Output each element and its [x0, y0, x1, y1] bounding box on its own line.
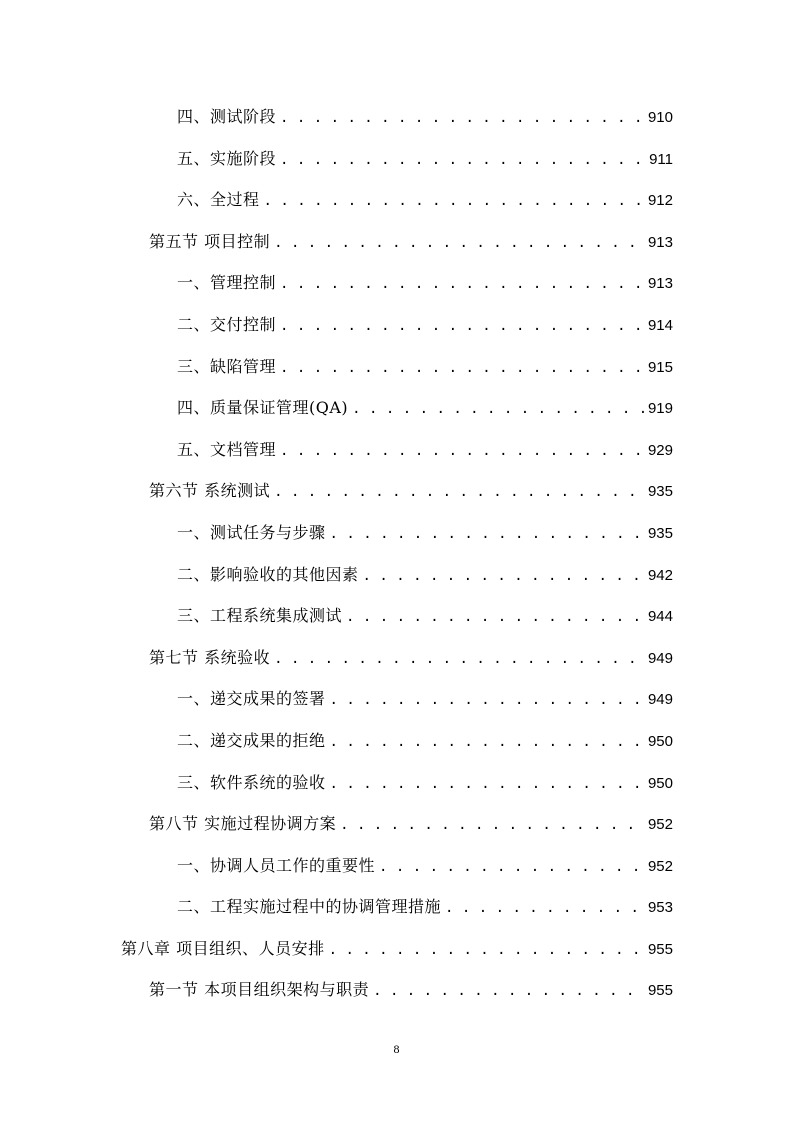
toc-section-entry: [0, 969, 793, 1011]
toc-entry-title: 第五节 项目控制: [149, 231, 271, 251]
toc-dot-leader: [274, 223, 644, 265]
toc-dot-leader: [280, 98, 644, 140]
toc-entry: [0, 512, 793, 554]
toc-entry-page: 952: [647, 857, 673, 875]
page-number: 8: [393, 1042, 400, 1056]
toc-entry-title: 二、交付控制: [177, 314, 277, 334]
toc-entry: [0, 845, 793, 887]
toc-entry-title: 三、软件系统的验收: [177, 772, 326, 792]
toc-dot-leader: [363, 556, 644, 598]
toc-section-entry: [0, 803, 793, 845]
toc-entry: [0, 262, 793, 304]
toc-section-entry: [0, 637, 793, 679]
toc-entry-page: 911: [649, 150, 673, 168]
toc-entry-page: 950: [647, 774, 673, 792]
toc-entry: [0, 346, 793, 388]
toc-entry-page: 929: [647, 441, 673, 459]
toc-entry: [0, 96, 793, 138]
toc-dot-leader: [330, 514, 644, 556]
toc-entry-page: 942: [647, 566, 673, 584]
toc-dot-leader: [280, 348, 644, 390]
toc-dot-leader: [379, 847, 644, 889]
toc-entry-title: 一、测试任务与步骤: [177, 522, 326, 542]
toc-entry-page: 912: [647, 192, 673, 210]
toc-entry-title: 三、缺陷管理: [177, 356, 277, 376]
toc-dot-leader: [330, 722, 644, 764]
toc-entry-page: 955: [647, 982, 673, 1000]
toc-entry: [0, 595, 793, 637]
toc-dot-leader: [330, 764, 644, 806]
toc-entry-page: 935: [647, 483, 673, 501]
toc-entry: [0, 554, 793, 596]
toc-entry: [0, 429, 793, 471]
toc-entry: [0, 387, 793, 429]
toc-entry-title: 第七节 系统验收: [149, 647, 271, 667]
toc-dot-leader: [280, 431, 644, 473]
toc-entry-title: 一、协调人员工作的重要性: [177, 855, 376, 875]
toc-entry-page: 949: [647, 649, 673, 667]
toc-entry-title: 第一节 本项目组织架构与职责: [149, 980, 370, 1000]
toc-dot-leader: [330, 680, 644, 722]
toc-entry-page: 913: [647, 275, 673, 293]
toc-entry-page: 950: [647, 732, 673, 750]
toc-section-entry: [0, 221, 793, 263]
toc-entry-title: 五、文档管理: [177, 439, 277, 459]
toc-chapter-entry: [0, 928, 793, 970]
toc-entry-title: 六、全过程: [177, 190, 260, 210]
toc-dot-leader: [280, 264, 644, 306]
toc-entry-title: 二、递交成果的拒绝: [177, 730, 326, 750]
toc-entry-title: 二、影响验收的其他因素: [177, 564, 359, 584]
toc-dot-leader: [274, 639, 644, 681]
toc-entry-page: 935: [647, 524, 673, 542]
toc-entry: [0, 762, 793, 804]
toc-dot-leader: [445, 888, 644, 930]
toc-entry-page: 910: [647, 109, 673, 126]
toc-entry-title: 一、递交成果的签署: [177, 689, 326, 709]
toc-entry: [0, 138, 793, 180]
toc-dot-leader: [264, 181, 644, 223]
toc-entry: [0, 886, 793, 928]
toc-entry-page: 944: [647, 608, 673, 626]
toc-dot-leader: [352, 389, 644, 431]
toc-entry: [0, 720, 793, 762]
toc-entry-title: 一、管理控制: [177, 273, 277, 293]
toc-dot-leader: [280, 306, 644, 348]
toc-entry: [0, 179, 793, 221]
toc-entry-title: 四、测试阶段: [177, 107, 277, 126]
toc-dot-leader: [373, 971, 644, 1013]
toc-entry-page: 914: [647, 316, 673, 334]
toc-dot-leader: [329, 930, 644, 972]
toc-entry-page: 919: [647, 400, 673, 418]
toc-entry-page: 915: [647, 358, 673, 376]
toc-entry-page: 953: [647, 899, 673, 917]
toc-entry-title: 第六节 系统测试: [149, 481, 271, 501]
toc-entry-title: 三、工程系统集成测试: [177, 606, 343, 626]
toc-entry-title: 二、工程实施过程中的协调管理措施: [177, 897, 442, 917]
toc-dot-leader: [280, 140, 645, 182]
toc-entry: [0, 678, 793, 720]
toc-entry-page: 913: [647, 233, 673, 251]
toc-entry: [0, 304, 793, 346]
toc-entry-title: 第八节 实施过程协调方案: [149, 814, 337, 834]
toc-entry-page: 955: [647, 940, 673, 958]
toc-entry-page: 952: [647, 816, 673, 834]
table-of-contents: [0, 96, 793, 1011]
toc-dot-leader: [274, 472, 644, 514]
toc-entry-title: 四、质量保证管理(QA): [177, 398, 349, 418]
toc-dot-leader: [340, 805, 644, 847]
toc-entry-page: 949: [647, 691, 673, 709]
toc-entry-title: 第八章 项目组织、人员安排: [121, 938, 325, 958]
toc-entry-title: 五、实施阶段: [177, 148, 277, 168]
toc-section-entry: [0, 470, 793, 512]
toc-dot-leader: [346, 597, 644, 639]
